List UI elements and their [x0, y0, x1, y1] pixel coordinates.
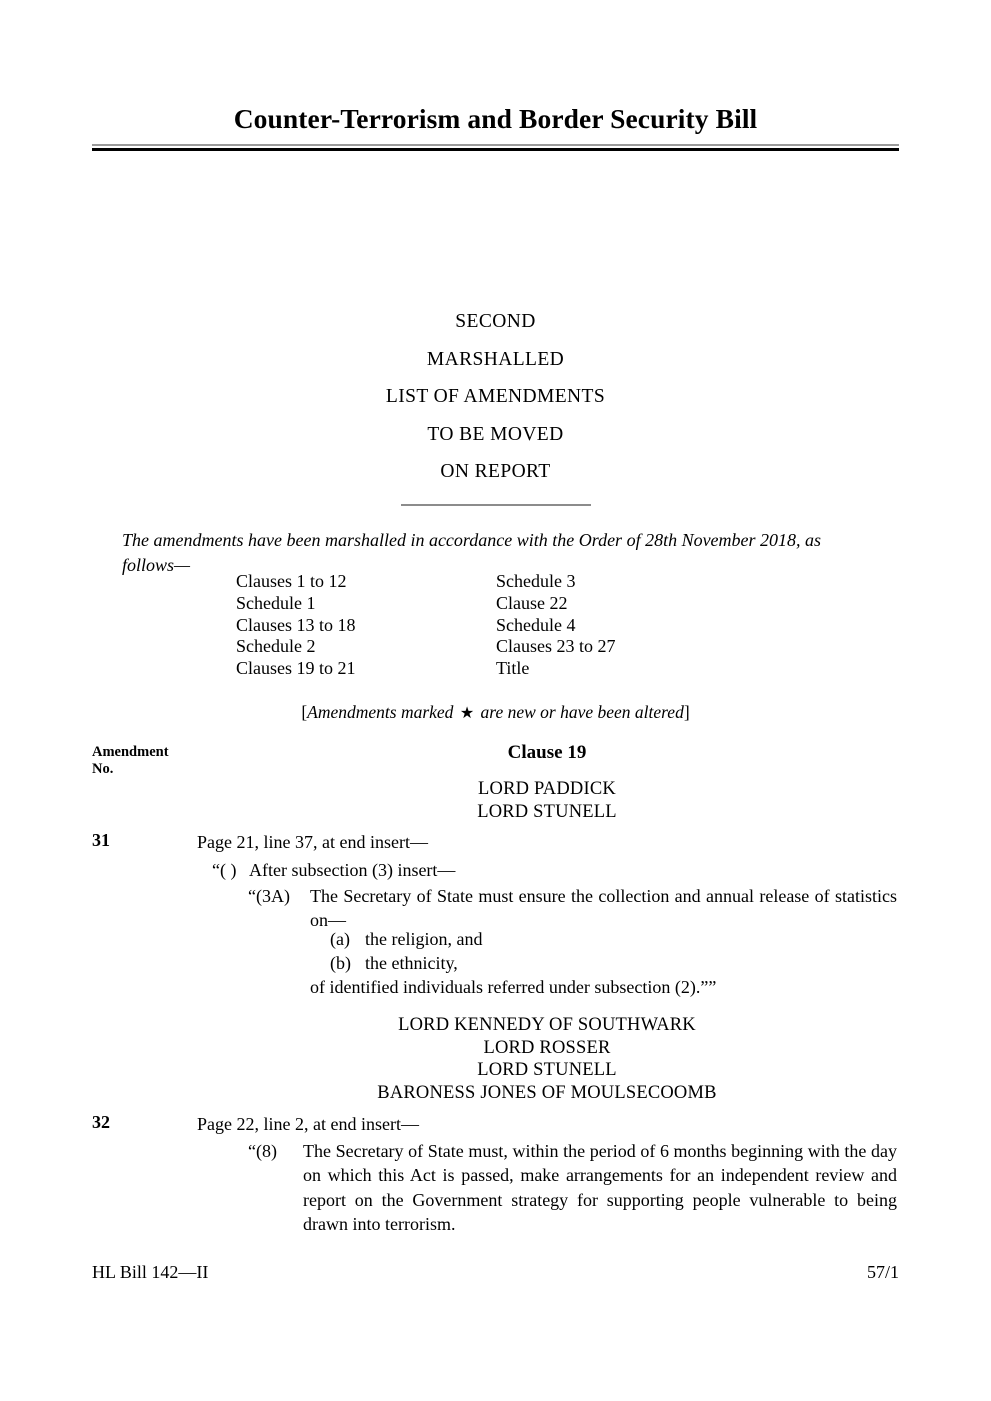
title-double-rule	[92, 144, 899, 151]
sponsor-name: LORD STUNELL	[477, 1060, 617, 1080]
clause-list-left-column	[236, 571, 496, 680]
amendment-no-heading-line-2: No.	[92, 761, 114, 777]
bill-reference: HL Bill 142—II	[92, 1262, 209, 1282]
amendment-31-quoted-open: “( ) After subsection (3) insert—	[212, 860, 456, 880]
star-note-text-after: are new or have been altered	[476, 702, 684, 722]
sponsor-name: LORD PADDICK	[478, 779, 616, 799]
paragraph-b	[330, 952, 890, 976]
paragraph-a-text: the religion, and	[365, 929, 483, 949]
list-item: Schedule 4	[496, 614, 576, 635]
subsection-marker: “(8)	[248, 1141, 277, 1161]
heading-line-3: LIST OF AMENDMENTS	[385, 386, 606, 407]
list-item: Clauses 13 to 18	[236, 614, 356, 635]
sponsor-block-second	[197, 1014, 897, 1104]
clause-list-right-column	[496, 571, 756, 680]
star-icon: ★	[459, 705, 475, 722]
paragraph-a-marker: (a)	[330, 929, 350, 949]
heading-stack	[92, 303, 899, 491]
sponsor-name: BARONESS JONES OF MOULSECOOMB	[377, 1082, 717, 1103]
section-divider-rule	[401, 504, 591, 506]
rule-thick	[92, 148, 899, 151]
marshalling-note-line-1: The amendments have been marshalled in accordance with the Order of 28th November 2018, as	[122, 530, 822, 550]
list-item: Title	[496, 658, 530, 679]
star-note-close-bracket: ]	[683, 702, 690, 722]
amendment-number-31: 31	[92, 830, 110, 850]
sponsor-name: LORD STUNELL	[477, 801, 617, 822]
amendment-number-32: 32	[92, 1112, 110, 1132]
star-note-text-before: Amendments marked	[307, 702, 458, 722]
subsection-marker: “(3A)	[248, 886, 290, 906]
page-footer	[92, 1262, 899, 1283]
clause-heading: Clause 19	[507, 742, 587, 763]
paragraph-a	[330, 928, 890, 952]
amendment-32-subsection-8	[248, 1139, 897, 1236]
heading-line-4: TO BE MOVED	[427, 423, 564, 445]
marshalling-note	[92, 528, 898, 577]
heading-line-5: ON REPORT	[440, 461, 551, 482]
amendment-32-lede: Page 22, line 2, at end insert—	[197, 1114, 419, 1134]
sponsor-name: LORD KENNEDY OF SOUTHWARK	[398, 1015, 696, 1035]
sponsor-block-first	[197, 778, 897, 823]
paragraph-b-text: the ethnicity,	[365, 952, 458, 973]
list-item: Clause 22	[496, 592, 568, 613]
subsection-text: The Secretary of State must ensure the collection and annual release of statistics on—	[310, 886, 897, 931]
sponsor-name: LORD ROSSER	[483, 1037, 611, 1058]
list-item: Schedule 3	[496, 571, 576, 591]
marshalling-note-line-2: follows—	[122, 554, 191, 575]
amendment-31-lede: Page 21, line 37, at end insert—	[197, 832, 428, 852]
amendment-31-closing-line: of identified individuals referred under subsection (2).””	[310, 977, 717, 997]
list-item: Schedule 1	[236, 592, 316, 613]
list-item: Schedule 2	[236, 636, 316, 657]
amendment-31-subsection-3a	[248, 884, 897, 932]
star-note-open-bracket: [	[301, 702, 308, 722]
heading-line-2: MARSHALLED	[426, 348, 565, 370]
page-number: 57/1	[866, 1262, 899, 1282]
clause-list	[236, 571, 796, 680]
subsection-text: The Secretary of State must, within the period of 6 months beginning with the day on which this Act is passed, make arrangements for an independent review and report on the Government strategy for supporting people vulnerable to being drawn into terrorism.	[303, 1141, 897, 1234]
list-item: Clauses 19 to 21	[236, 658, 356, 679]
amendment-31-paragraph-list	[330, 928, 890, 975]
page-title: Counter-Terrorism and Border Security Bill	[233, 103, 758, 134]
star-note	[92, 702, 899, 723]
heading-line-1: SECOND	[455, 311, 536, 332]
paragraph-b-marker: (b)	[330, 952, 351, 973]
list-item: Clauses 1 to 12	[236, 571, 347, 591]
list-item: Clauses 23 to 27	[496, 636, 616, 657]
amendment-no-heading-line-1: Amendment	[92, 744, 169, 760]
